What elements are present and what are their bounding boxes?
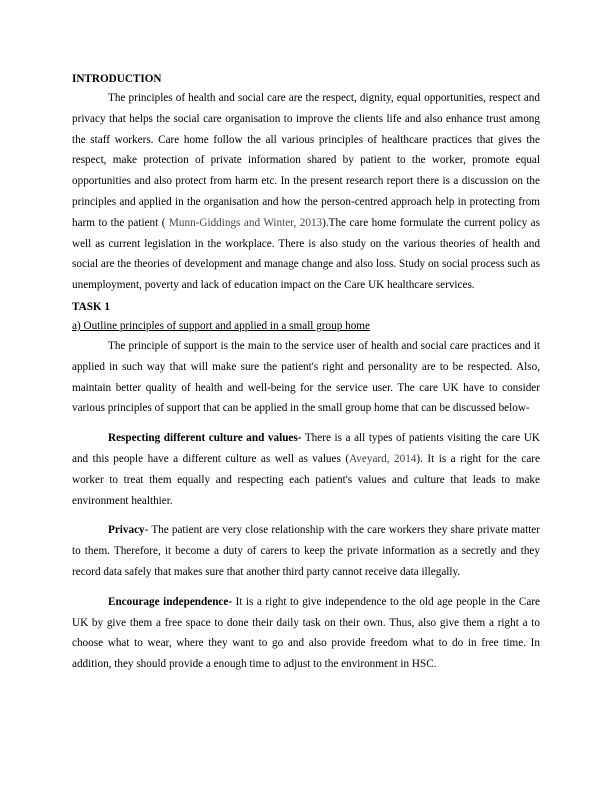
document-page xyxy=(72,70,540,675)
culture-citation: Aveyard, 2014 xyxy=(349,452,417,465)
task1-heading: TASK 1 xyxy=(72,300,111,313)
culture-paragraph xyxy=(72,428,540,511)
culture-text-a: There is a all types of patients visiting the care UK and this people have a different culture as well as values ( xyxy=(72,432,540,465)
intro-paragraph xyxy=(72,88,540,296)
intro-citation: Munn-Giddings and Winter, 2013 xyxy=(165,216,323,229)
task1-subheading: a) Outline principles of support and applied in a small group home xyxy=(72,319,370,332)
intro-heading: INTRODUCTION xyxy=(72,73,162,85)
independence-text: It is a right to give independence to the old age people in the Care UK by give them a free space to done their daily task on their own. Thus, also give them a right a to choose what to wear, where they want to go and also provide freedom what to do in free time. In addition, they should provide a enough time to adjust to the environment in HSC. xyxy=(72,595,541,671)
intro-text-b: ).The care home formulate the current policy as well as current legislation in the workplace. There is also study on the various theories of health and social are the theories of development and manage change and also loss. Study on social process such as unemployment, poverty and lack of education impact on the Care UK healthcare services. xyxy=(72,216,541,292)
privacy-lead: Privacy xyxy=(108,524,145,537)
intro-text-a: The principles of health and social care are the respect, dignity, equal opportunities, respect and privacy that helps the social care organisation to improve the clients life and also enhance trust among the staff workers. Care home follow the all various principles of healthcare practices that gives the respect, make protection of private information shared by patient to the worker, promote equal opportunities and also protect from harm etc. In the present research report there is a discussion on the principles and applied in the organisation and how the person-centred approach help in protecting from harm to the patient ( xyxy=(72,92,540,229)
culture-lead: Respecting different culture and values- xyxy=(108,432,302,445)
culture-text-b: ). It is a right for the care worker to treat them equally and respecting each patient's values and culture that leads to make environment healthier. xyxy=(72,452,540,507)
privacy-text: - The patient are very close relationship with the care workers they share private matter to them. Therefore, it become a duty of carers to keep the private information as a secretly and they record data safely that makes sure that another third party cannot receive data illegally. xyxy=(72,524,540,578)
task1-paragraph: The principle of support is the main to the service user of health and social care practices and it applied in such way that will make sure the patient's right and personality are to be respected. Also, maintain better quality of health and well-being for the service user. The care UK have to consider various principles of support that can be applied in the small group home that can be discussed below- xyxy=(72,339,540,415)
privacy-paragraph xyxy=(72,520,540,582)
independence-lead: Encourage independence- xyxy=(108,595,233,608)
independence-paragraph xyxy=(72,592,540,675)
